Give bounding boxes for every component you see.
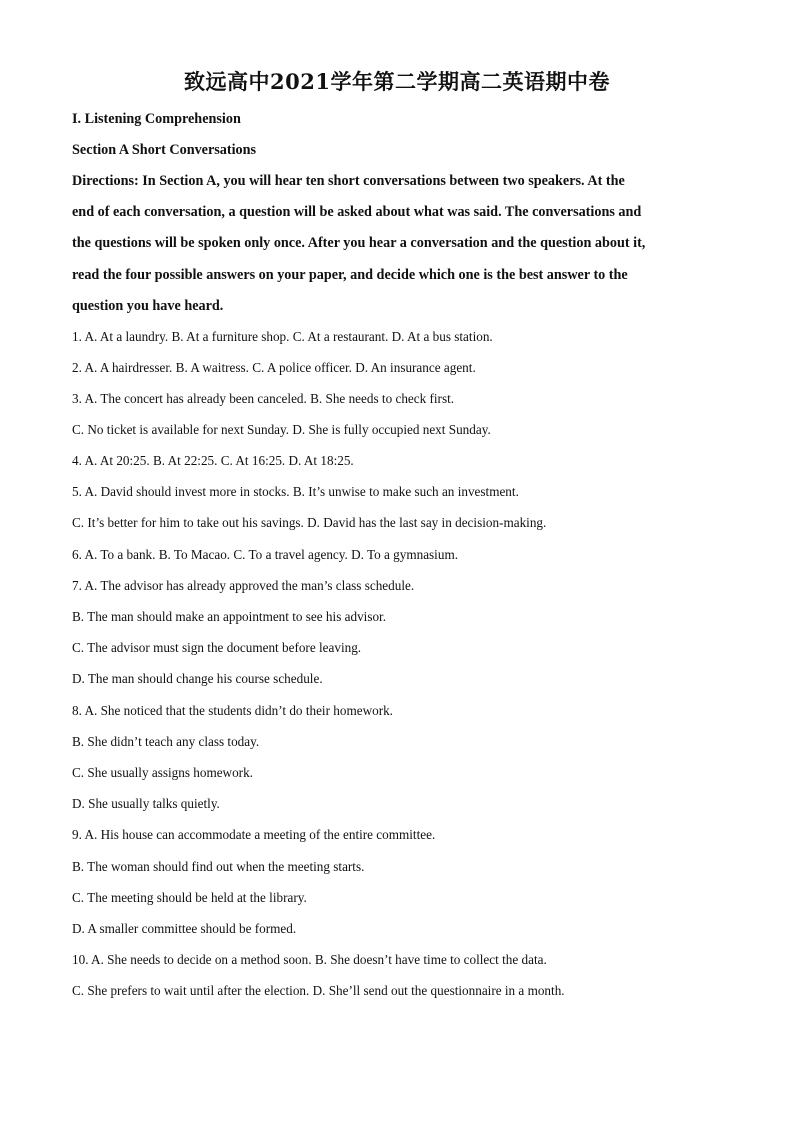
question-9-option-a: 9. A. His house can accommodate a meeting of the entire committee. [72, 827, 436, 842]
question-7-option-a: 7. A. The advisor has already approved the man’s class schedule. [72, 578, 415, 593]
section-heading: I. Listening Comprehension [72, 111, 241, 127]
question-6: 6. A. To a bank. B. To Macao. C. To a travel agency. D. To a gymnasium. [72, 547, 458, 562]
directions-line: end of each conversation, a question will be asked about what was said. The conversations and [72, 204, 642, 220]
question-2: 2. A. A hairdresser. B. A waitress. C. A police officer. D. An insurance agent. [72, 360, 476, 375]
directions-line: Directions: In Section A, you will hear ten short conversations between two speakers. At the [72, 173, 625, 189]
question-8-option-d: D. She usually talks quietly. [72, 796, 220, 811]
question-7-option-d: D. The man should change his course schedule. [72, 671, 323, 686]
question-7-option-c: C. The advisor must sign the document before leaving. [72, 640, 362, 655]
question-3-line-1: 3. A. The concert has already been canceled. B. She needs to check first. [72, 391, 455, 406]
question-10-line-1: 10. A. She needs to decide on a method soon. B. She doesn’t have time to collect the data. [72, 952, 547, 967]
subsection-heading: Section A Short Conversations [72, 142, 257, 158]
directions-line: the questions will be spoken only once. After you hear a conversation and the question about it, [72, 235, 646, 251]
page-title: 致远高中2021学年第二学期高二英语期中卷 [184, 69, 610, 94]
question-3-line-2: C. No ticket is available for next Sunday. D. She is fully occupied next Sunday. [72, 422, 491, 437]
question-5-line-2: C. It’s better for him to take out his savings. D. David has the last say in decision-making. [72, 515, 547, 530]
question-9-option-b: B. The woman should find out when the meeting starts. [72, 859, 365, 874]
question-9-option-d: D. A smaller committee should be formed. [72, 921, 297, 936]
question-9-option-c: C. The meeting should be held at the library. [72, 890, 307, 905]
question-4: 4. A. At 20:25. B. At 22:25. C. At 16:25. D. At 18:25. [72, 453, 354, 468]
question-5-line-1: 5. A. David should invest more in stocks. B. It’s unwise to make such an investment. [72, 484, 519, 499]
question-1: 1. A. At a laundry. B. At a furniture shop. C. At a restaurant. D. At a bus station. [72, 329, 493, 344]
question-8-option-b: B. She didn’t teach any class today. [72, 734, 260, 749]
question-7-option-b: B. The man should make an appointment to see his advisor. [72, 609, 387, 624]
directions-line: question you have heard. [72, 298, 224, 314]
question-8-option-c: C. She usually assigns homework. [72, 765, 253, 780]
directions-line: read the four possible answers on your paper, and decide which one is the best answer to the [72, 267, 628, 283]
question-8-option-a: 8. A. She noticed that the students didn’t do their homework. [72, 703, 393, 718]
question-10-line-2: C. She prefers to wait until after the election. D. She’ll send out the questionnaire in a month. [72, 983, 565, 998]
